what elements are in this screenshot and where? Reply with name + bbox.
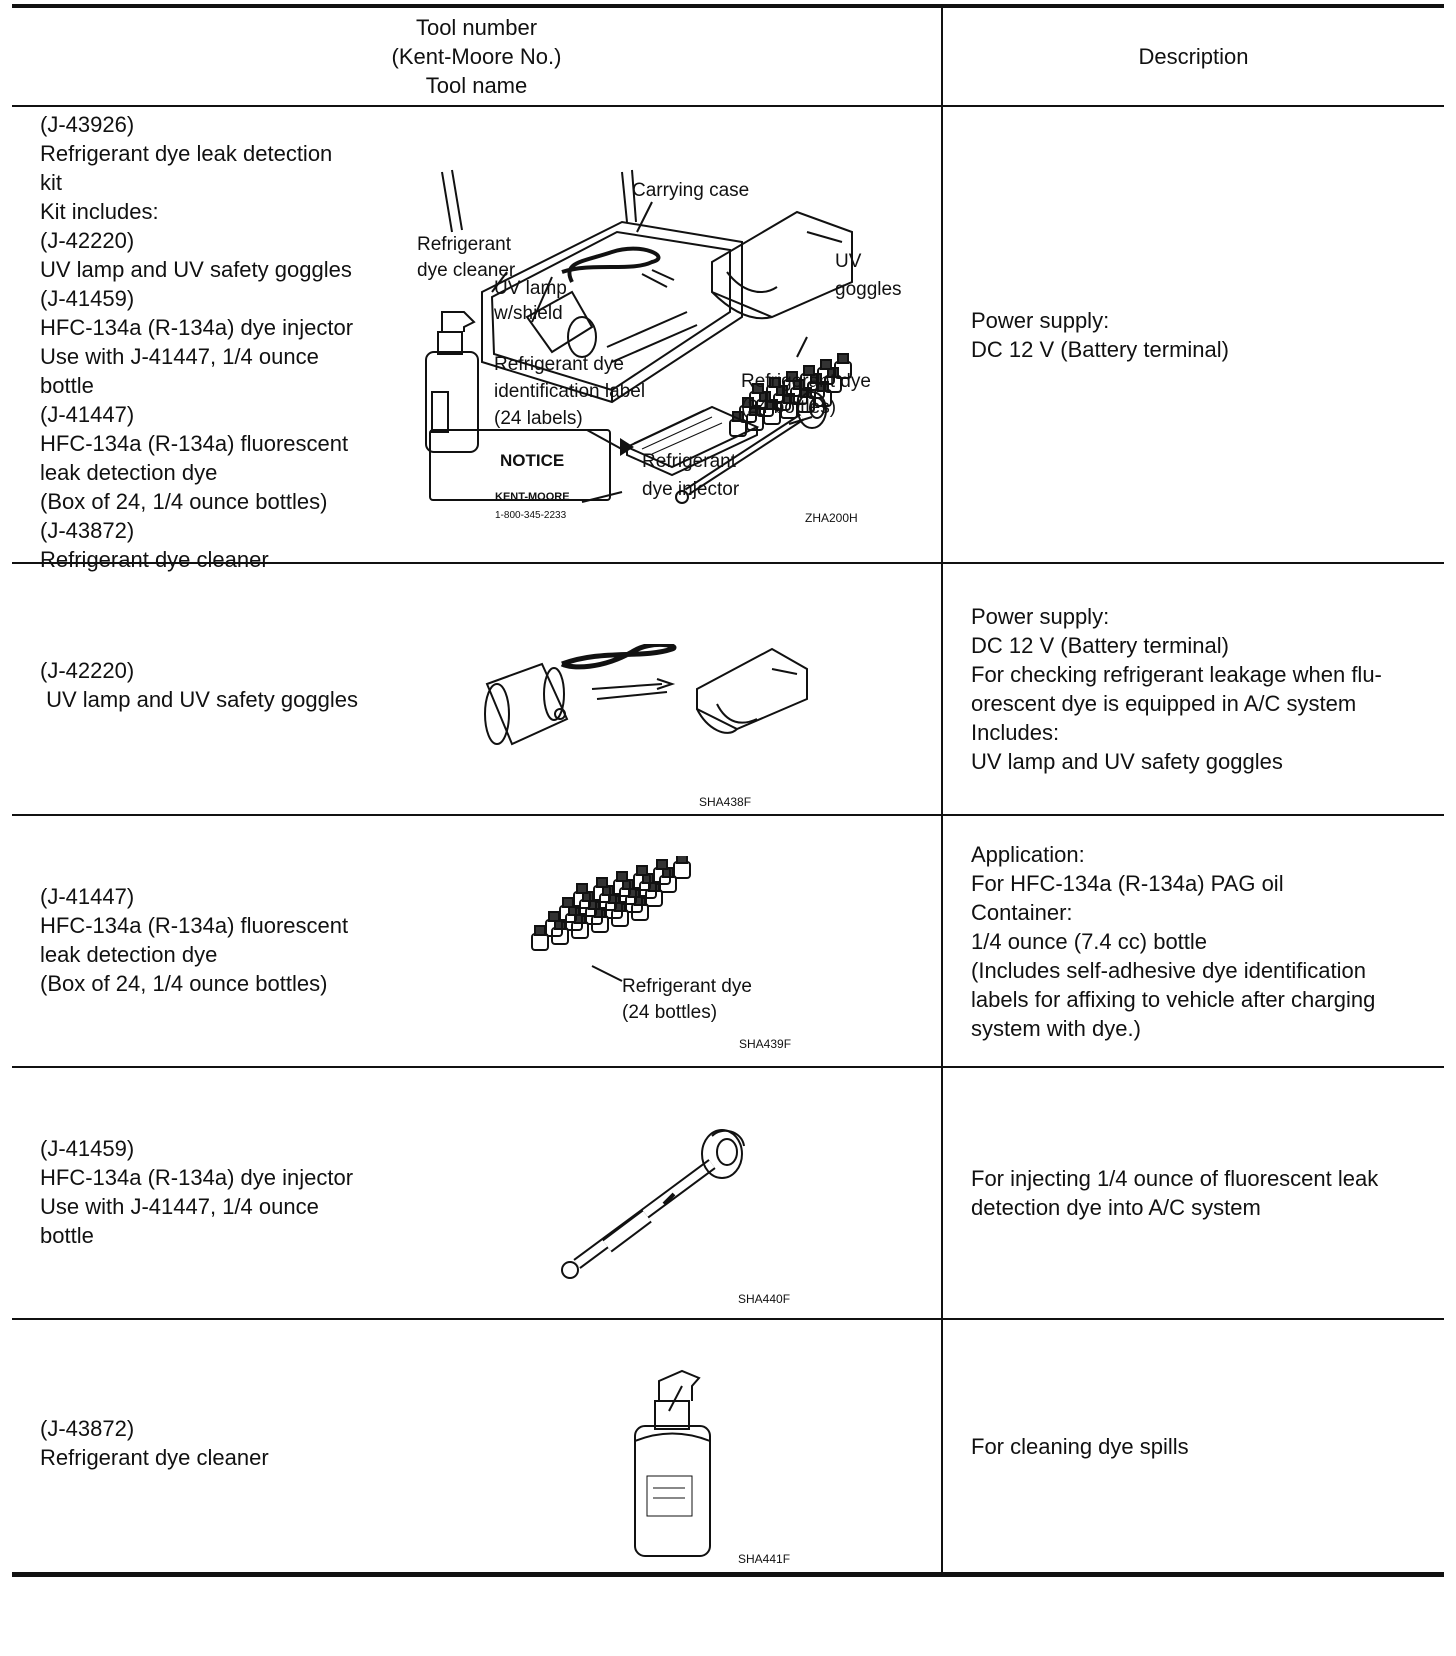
tool-line: (J-43872)	[40, 518, 135, 543]
tool-line: Refrigerant dye leak detection	[40, 141, 333, 166]
illustration-code: SHA441F	[738, 1552, 791, 1566]
tool-line: HFC-134a (R-134a) dye injector	[40, 1165, 354, 1190]
description-line: DC 12 V (Battery terminal)	[971, 336, 1229, 362]
kit-label: Carrying case	[632, 180, 750, 201]
kit-label: w/shield	[494, 303, 563, 324]
description-line: For cleaning dye spills	[971, 1433, 1189, 1459]
description-line: Application:	[971, 841, 1085, 867]
description-column-header: Description	[1138, 44, 1249, 69]
tool-line: UV lamp and UV safety goggles	[40, 257, 352, 282]
tool-line: Refrigerant dye cleaner	[40, 1445, 269, 1470]
kit-label: dye cleaner	[417, 260, 516, 281]
description-line: system with dye.)	[971, 1015, 1141, 1041]
illustration-code: SHA440F	[738, 1292, 791, 1306]
kit-label: UV lamp	[494, 278, 567, 299]
tool-header-line: Tool name	[425, 73, 528, 98]
description-line: (Includes self-adhesive dye identification	[971, 957, 1367, 983]
tool-line: bottle	[40, 373, 94, 398]
tool-line: (J-41447)	[40, 884, 135, 909]
notice-title: NOTICE	[500, 451, 565, 470]
kit-label: goggles	[835, 279, 902, 300]
illustration-code: ZHA200H	[805, 511, 858, 525]
kit-label: UV	[835, 251, 862, 272]
dye-label: Refrigerant dye	[622, 976, 752, 997]
description-line: 1/4 ounce (7.4 cc) bottle	[971, 928, 1208, 954]
tool-line: Use with J-41447, 1/4 ounce	[40, 1194, 319, 1219]
tool-line: (Box of 24, 1/4 ounce bottles)	[40, 489, 328, 514]
description-line: detection dye into A/C system	[971, 1195, 1261, 1220]
description-line: DC 12 V (Battery terminal)	[971, 633, 1229, 658]
kit-label: Refrigerant dye	[741, 371, 871, 392]
description-line: For injecting 1/4 ounce of fluorescent leak	[971, 1166, 1379, 1191]
tool-line: (J-41459)	[40, 1136, 135, 1161]
kit-label: identification label	[494, 381, 646, 402]
kit-label: (24 bottles)	[741, 397, 837, 418]
tool-line: kit	[40, 170, 62, 195]
kit-label: Refrigerant	[417, 234, 511, 255]
tool-line: HFC-134a (R-134a) fluorescent	[40, 431, 349, 456]
kit-label: Refrigerant dye	[494, 354, 624, 375]
kit-label: (24 labels)	[494, 408, 583, 429]
tool-line: Refrigerant dye cleaner	[40, 547, 269, 572]
notice-brand: KENT-MOORE	[495, 491, 570, 503]
description-line: labels for affixing to vehicle after charging	[971, 986, 1376, 1012]
tool-line: (J-42220)	[40, 228, 135, 253]
description-line: For HFC-134a (R-134a) PAG oil	[971, 870, 1284, 896]
description-line: Includes:	[971, 720, 1060, 745]
tool-header-line: (Kent-Moore No.)	[391, 44, 562, 69]
tool-header-line: Tool number	[415, 15, 538, 40]
description-line: For checking refrigerant leakage when flu-	[971, 662, 1382, 687]
dye-label: (24 bottles)	[622, 1002, 718, 1023]
description-line: Container:	[971, 899, 1073, 925]
tool-line: leak detection dye	[40, 460, 218, 485]
tool-line: Use with J-41447, 1/4 ounce	[40, 344, 319, 369]
description-line: orescent dye is equipped in A/C system	[971, 691, 1357, 716]
tool-line: Kit includes:	[40, 199, 159, 224]
kit-label: dye injector	[642, 479, 740, 500]
kit-label: Refrigerant	[642, 451, 736, 472]
tool-line: bottle	[40, 1223, 94, 1248]
tool-line: UV lamp and UV safety goggles	[40, 687, 358, 712]
tool-line: (Box of 24, 1/4 ounce bottles)	[40, 971, 328, 996]
description-line: Power supply:	[971, 604, 1110, 629]
description-line: UV lamp and UV safety goggles	[971, 749, 1283, 774]
tool-line: (J-43926)	[40, 112, 135, 137]
tool-line: (J-41447)	[40, 402, 135, 427]
tool-line: leak detection dye	[40, 942, 218, 967]
tool-line: (J-41459)	[40, 286, 135, 311]
illustration-code: SHA438F	[699, 795, 752, 809]
notice-phone: 1-800-345-2233	[495, 510, 567, 521]
tool-line: HFC-134a (R-134a) fluorescent	[40, 913, 349, 938]
tool-line: HFC-134a (R-134a) dye injector	[40, 315, 354, 340]
illustration-code: SHA439F	[739, 1037, 792, 1051]
tool-line: (J-43872)	[40, 1416, 135, 1441]
tool-line: (J-42220)	[40, 658, 135, 683]
description-line: Power supply:	[971, 307, 1110, 333]
